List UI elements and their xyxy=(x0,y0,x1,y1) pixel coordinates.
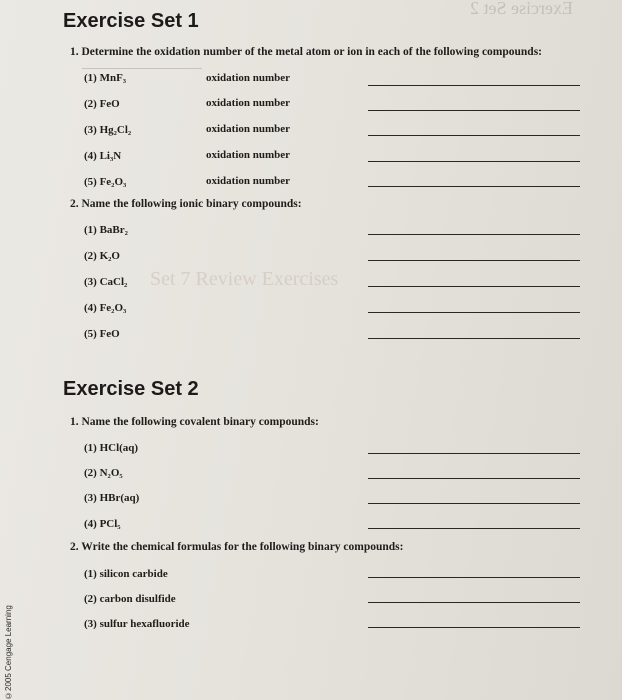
list-item: (3) Hg₂Cl₂ xyxy=(84,124,132,136)
list-item: (3) HBr(aq) xyxy=(84,492,140,504)
list-item: (1) MnF₃ xyxy=(84,72,127,84)
answer-line[interactable] xyxy=(368,602,580,603)
list-item: (2) carbon disulfide xyxy=(84,593,176,605)
exercise-set-1-title: Exercise Set 1 xyxy=(63,10,199,32)
answer-line[interactable] xyxy=(368,85,580,86)
answer-line[interactable] xyxy=(368,528,580,529)
oxidation-number-label: oxidation number xyxy=(206,72,291,84)
list-item: (5) Fe₂O₃ xyxy=(84,176,127,188)
list-item: (1) BaBr₂ xyxy=(84,224,128,236)
bleed-through-text: Set 7 Review Exercises xyxy=(150,268,339,290)
answer-line[interactable] xyxy=(368,312,580,313)
list-item: (1) silicon carbide xyxy=(84,568,168,580)
list-item: (2) FeO xyxy=(84,98,120,110)
answer-line[interactable] xyxy=(368,286,580,287)
list-item: (2) K₂O xyxy=(84,250,120,262)
bleed-through-text: Exercise Set 2 xyxy=(470,0,573,18)
list-item: (3) CaCl₂ xyxy=(84,276,128,288)
answer-line[interactable] xyxy=(368,478,580,479)
set2-question-1: 1. Name the following covalent binary compounds: xyxy=(70,416,319,428)
list-item: (3) sulfur hexafluoride xyxy=(84,618,190,630)
oxidation-number-label: oxidation number xyxy=(206,123,291,135)
answer-line[interactable] xyxy=(368,627,580,628)
divider xyxy=(82,68,202,69)
answer-line[interactable] xyxy=(368,234,580,235)
answer-line[interactable] xyxy=(368,453,580,454)
set2-question-2: 2. Write the chemical formulas for the following binary compounds: xyxy=(70,541,404,553)
oxidation-number-label: oxidation number xyxy=(206,97,291,109)
answer-line[interactable] xyxy=(368,186,580,187)
list-item: (4) PCl₅ xyxy=(84,518,121,530)
oxidation-number-label: oxidation number xyxy=(206,149,291,161)
answer-line[interactable] xyxy=(368,260,580,261)
answer-line[interactable] xyxy=(368,110,580,111)
oxidation-number-label: oxidation number xyxy=(206,175,291,187)
exercise-set-2-title: Exercise Set 2 xyxy=(63,378,199,400)
answer-line[interactable] xyxy=(368,161,580,162)
answer-line[interactable] xyxy=(368,577,580,578)
answer-line[interactable] xyxy=(368,338,580,339)
list-item: (4) Li₃N xyxy=(84,150,122,162)
copyright-credit: ©2005 Cengage Learning xyxy=(4,605,13,700)
answer-line[interactable] xyxy=(368,503,580,504)
list-item: (1) HCl(aq) xyxy=(84,442,139,454)
list-item: (2) N₂O₅ xyxy=(84,467,123,479)
answer-line[interactable] xyxy=(368,135,580,136)
set1-question-1: 1. Determine the oxidation number of the metal atom or ion in each of the following compounds: xyxy=(70,46,543,58)
set1-question-2: 2. Name the following ionic binary compounds: xyxy=(70,198,302,210)
list-item: (4) Fe₂O₃ xyxy=(84,302,127,314)
list-item: (5) FeO xyxy=(84,328,120,340)
